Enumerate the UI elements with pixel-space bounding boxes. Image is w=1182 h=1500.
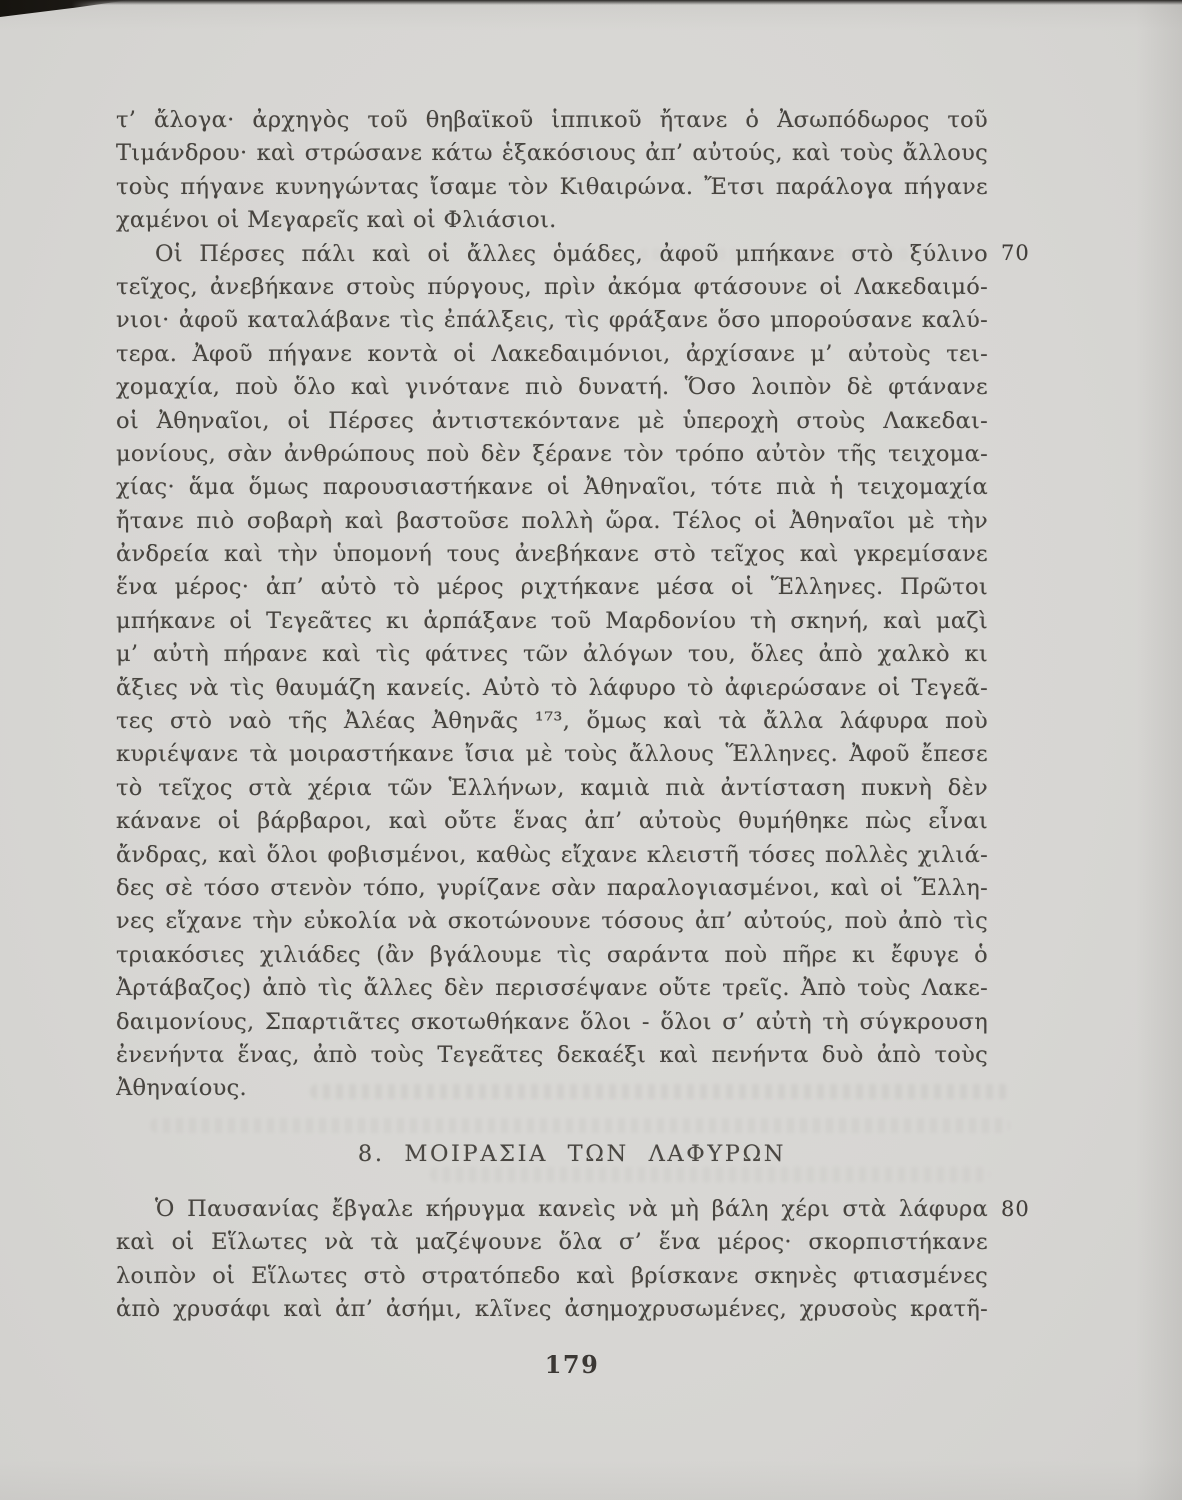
text-line: τερα. Ἀφοῦ πήγανε κοντὰ οἱ Λακεδαιμόνιοι, ἀρχίσανε μ’ αὐτοὺς τει- [116,340,988,367]
text-line: Ἀρτάβαζος) ἀπὸ τὶς ἄλλες δὲν περισσέψανε οὔτε τρεῖς. Ἀπὸ τοὺς Λακε- [116,975,988,1002]
text-line: τες στὸ ναὸ τῆς Ἀλέας Ἀθηνᾶς ¹⁷³, ὅμως καὶ τὰ ἄλλα λάφυρα ποὺ [116,708,988,735]
section-heading: 8. ΜΟΙΡΑΣΙΑ ΤΩΝ ΛΑΦΥΡΩΝ [357,1141,787,1167]
text-line: κυριέψανε τὰ μοιραστήκανε ἴσια μὲ τοὺς ἄλλους Ἕλληνες. Ἀφοῦ ἔπεσε [116,741,988,768]
text-line: τ’ ἄλογα· ἀρχηγὸς τοῦ θηβαϊκοῦ ἱππικοῦ ἤτανε ὁ Ἀσωπόδωρος τοῦ [116,107,988,133]
text-line: τριακόσιες χιλιάδες (ἂν βγάλουμε τὶς σαράντα ποὺ πῆρε κι ἔφυγε ὁ [116,941,988,968]
text-line: ἀπὸ χρυσάφι καὶ ἀπ’ ἀσήμι, κλῖνες ἀσημοχρυσωμένες, χρυσοὺς κρατῆ- [116,1296,988,1323]
text-line: Ὁ Παυσανίας ἔβγαλε κήρυγμα κανεὶς νὰ μὴ βάλη χέρι στὰ λάφυρα [155,1196,988,1222]
text-line: δαιμονίους, Σπαρτιᾶτες σκοτωθήκανε ὅλοι - ὅλοι σ’ αὐτὴ τὴ σύγκρουση [116,1008,988,1035]
text-line: μονίους, σὰν ἀνθρώπους ποὺ δὲν ξέρανε τὸν τρόπο αὐτὸν τῆς τειχομα- [116,440,988,467]
text-line: χίας· ἅμα ὅμως παρουσιαστήκανε οἱ Ἀθηναῖοι, τότε πιὰ ἡ τειχομαχία [116,474,988,501]
section-text-block [116,1193,988,1327]
text-line: ἄνδρας, καὶ ὅλοι φοβισμένοι, καθὼς εἴχανε κλειστῆ τόσες πολλὲς χιλιά- [116,841,988,868]
text-line: ἤτανε πιὸ σοβαρὴ καὶ βαστοῦσε πολλὴ ὥρα. Τέλος οἱ Ἀθηναῖοι μὲ τὴν [116,507,988,534]
text-line: κάνανε οἱ βάρβαροι, καὶ οὔτε ἕνας ἀπ’ αὐτοὺς θυμήθηκε πὼς εἶναι [116,808,988,835]
text-line: οἱ Ἀθηναῖοι, οἱ Πέρσες ἀντιστεκόντανε μὲ ὑπεροχὴ στοὺς Λακεδαι- [116,407,988,434]
page-number: 179 [544,1350,600,1379]
margin-chapter-number-70: 70 [1001,241,1030,265]
scan-corner-mark [0,0,130,17]
body-text-block [116,104,988,1106]
text-line: μ’ αὐτὴ πήρανε καὶ τὶς φάτνες τῶν ἀλόγων του, ὅλες ἀπὸ χαλκὸ κι [116,641,988,668]
text-line: καὶ οἱ Εἵλωτες νὰ τὰ μαζέψουνε ὅλα σ’ ἕνα μέρος· σκορπιστήκανε [116,1229,988,1256]
show-through-ghost [150,1118,1010,1133]
text-line: νιοι· ἀφοῦ καταλάβανε τὶς ἐπάλξεις, τὶς φράξανε ὅσο μπορούσανε καλύ- [116,307,988,334]
text-line: ἐνενήντα ἕνας, ἀπὸ τοὺς Τεγεᾶτες δεκαέξι καὶ πενήντα δυὸ ἀπὸ τοὺς [116,1041,988,1068]
text-line: τὸ τεῖχος στὰ χέρια τῶν Ἑλλήνων, καμιὰ πιὰ ἀντίσταση πυκνὴ δὲν [116,774,988,801]
text-line: μπήκανε οἱ Τεγεᾶτες κι ἁρπάξανε τοῦ Μαρδονίου τὴ σκηνή, καὶ μαζὶ [116,607,988,634]
text-line: Τιμάνδρου· καὶ στρώσανε κάτω ἑξακόσιους ἀπ’ αὐτούς, καὶ τοὺς ἄλλους [116,140,988,167]
text-line: τεῖχος, ἀνεβήκανε στοὺς πύργους, πρὶν ἀκόμα φτάσουνε οἱ Λακεδαιμό- [116,273,988,300]
text-line: τοὺς πήγανε κυνηγώντας ἴσαμε τὸν Κιθαιρώνα. Ἔτσι παράλογα πήγανε [116,173,988,200]
text-line: ἄξιες νὰ τὶς θαυμάζη κανείς. Αὐτὸ τὸ λάφυρο τὸ ἀφιερώσανε οἱ Τεγεᾶ- [116,674,988,701]
text-line: ἕνα μέρος· ἀπ’ αὐτὸ τὸ μέρος ριχτήκανε μέσα οἱ Ἕλληνες. Πρῶτοι [116,574,988,601]
text-line: δες σὲ τόσο στενὸν τόπο, γυρίζανε σὰν παραλογιασμένοι, καὶ οἱ Ἕλλη- [116,874,988,901]
margin-chapter-number-80: 80 [1001,1197,1030,1221]
scan-top-edge [0,0,1182,5]
text-line: Ἀθηναίους. [116,1075,247,1102]
text-line: λοιπὸν οἱ Εἵλωτες στὸ στρατόπεδο καὶ βρίσκανε σκηνὲς φτιασμένες [116,1262,988,1289]
text-line: ἀνδρεία καὶ τὴν ὑπομονή τους ἀνεβήκανε στὸ τεῖχος καὶ γκρεμίσανε [116,541,988,568]
text-line: νες εἴχανε τὴν εὐκολία νὰ σκοτώνουνε τόσους ἀπ’ αὐτούς, ποὺ ἀπὸ τὶς [116,908,988,935]
text-line: Οἱ Πέρσες πάλι καὶ οἱ ἄλλες ὁμάδες, ἀφοῦ μπήκανε στὸ ξύλινο [155,240,988,267]
text-line: χαμένοι οἱ Μεγαρεῖς καὶ οἱ Φλιάσιοι. [116,207,557,234]
text-line: χομαχία, ποὺ ὅλο καὶ γινότανε πιὸ δυνατή. Ὅσο λοιπὸν δὲ φτάνανε [116,374,988,401]
